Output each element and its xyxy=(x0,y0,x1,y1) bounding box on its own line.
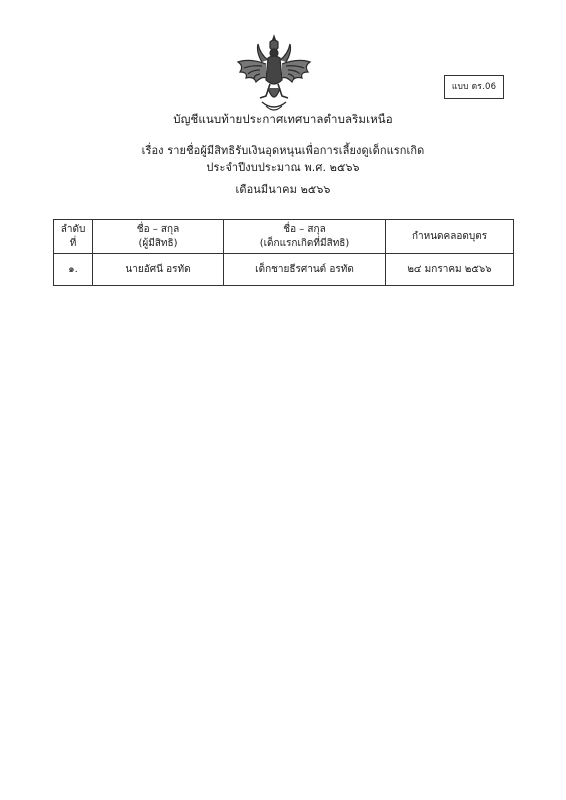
table-row xyxy=(54,254,514,286)
order-header: ลำดับ ที่ xyxy=(54,220,93,254)
table-header-row xyxy=(54,220,514,254)
document-title: บัญชีแนบท้ายประกาศเทศบาลตำบลริมเหนือ xyxy=(173,112,393,126)
fiscal-year-line: ประจำปีงบประมาณ พ.ศ. ๒๕๖๖ xyxy=(206,161,360,174)
birth-date-header: กำหนดคลอดบุตร xyxy=(386,220,514,254)
child-header: ชื่อ – สกุล (เด็กแรกเกิดที่มีสิทธิ) xyxy=(224,220,386,254)
row-claimant: นายอัศนี อรทัด xyxy=(93,254,224,286)
form-code-box: แบบ ดร.06 xyxy=(444,75,504,99)
recipients-table xyxy=(53,219,514,286)
row-birth-date: ๒๔ มกราคม ๒๕๖๖ xyxy=(386,254,514,286)
garuda-emblem-icon xyxy=(232,32,316,116)
document-subject: เรื่อง รายชื่อผู้มีสิทธิรับเงินอุดหนุนเพื่อการเลี้ยงดูเด็กแรกเกิด xyxy=(141,144,425,157)
month-line: เดือนมีนาคม ๒๕๖๖ xyxy=(235,183,331,196)
row-child: เด็กชายธีรศานต์ อรทัด xyxy=(224,254,386,286)
row-order: ๑. xyxy=(54,254,93,286)
claimant-header: ชื่อ – สกุล (ผู้มีสิทธิ) xyxy=(93,220,224,254)
